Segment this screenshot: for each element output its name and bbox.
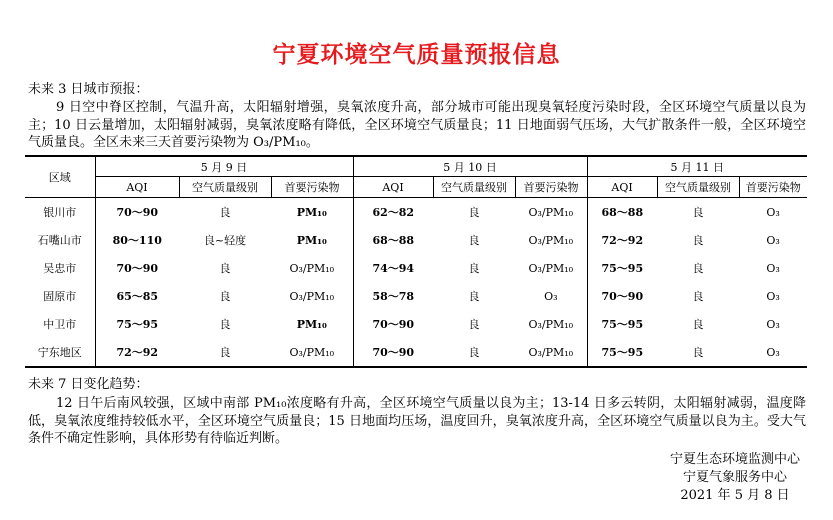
- table-row: [25, 310, 807, 338]
- pollutant-header: 首要污染物: [271, 177, 353, 198]
- level-header: 空气质量级别: [657, 177, 739, 198]
- table-row: [25, 254, 807, 282]
- date-header: 5 月 11 日: [587, 156, 807, 177]
- level-cell: 良: [692, 318, 704, 331]
- pollutant-cell: O₃/PM₁₀: [289, 261, 335, 275]
- pollutant-cell: O₃: [766, 205, 780, 219]
- pollutant-cell: O₃: [766, 289, 780, 303]
- page-title: 宁夏环境空气质量预报信息: [272, 41, 561, 68]
- level-cell: 良: [657, 338, 739, 367]
- area-cell: 固原市: [43, 290, 77, 303]
- aqi-cell: 70～90: [353, 338, 433, 367]
- aqi-cell: 75～95: [587, 310, 657, 338]
- level-cell: 良: [692, 234, 704, 247]
- pollutant-cell: PM₁₀: [296, 205, 327, 219]
- area-cell: 石嘴山市: [37, 234, 82, 247]
- pollutant-cell: PM₁₀: [296, 233, 327, 247]
- aqi-cell: 75～95: [587, 254, 657, 282]
- trend7-body: [28, 395, 806, 448]
- date-header: 5 月 9 日: [95, 156, 353, 177]
- level-cell: 良: [179, 338, 271, 367]
- level-cell: 良: [692, 290, 704, 303]
- pollutant-cell: O₃: [766, 317, 780, 331]
- table-row: [25, 198, 807, 227]
- forecast3-body: [28, 99, 806, 152]
- level-cell: 良: [468, 318, 480, 331]
- table-row: [25, 282, 807, 310]
- forecast3-body-text: 9 日空中脊区控制，气温升高，太阳辐射增强，臭氧浓度升高，部分城市可能出现臭氧轻度污染时段，全区环境空气质量以良为主；10 日云量增加，太阳辐射减弱，臭氧浓度略有降低，全区环境空气质量良；11 日地面弱气压场，大气扩散条件一般，全区环境空气质量良。全区未来三天首要污染物为 O₃/PM₁₀。: [28, 100, 806, 150]
- area-cell: 吴忠市: [43, 262, 77, 275]
- aqi-cell: 75～95: [587, 338, 657, 367]
- level-cell: 良: [692, 262, 704, 275]
- aqi-cell: 65～85: [95, 282, 179, 310]
- area-header: 区域: [25, 156, 95, 198]
- level-cell: 良: [219, 262, 231, 275]
- level-cell: 良: [219, 206, 231, 219]
- aqi-cell: 70～90: [95, 198, 179, 227]
- aqi-cell: 72～92: [587, 226, 657, 254]
- level-cell: 良: [692, 206, 704, 219]
- level-header: 空气质量级别: [179, 177, 271, 198]
- table-date-row: [25, 156, 807, 177]
- level-cell: 良: [468, 290, 480, 303]
- pollutant-cell: O₃/PM₁₀: [289, 289, 335, 303]
- pollutant-cell: PM₁₀: [296, 317, 327, 331]
- pollutant-cell: O₃/PM₁₀: [528, 205, 574, 219]
- pollutant-header: 首要污染物: [515, 177, 587, 198]
- level-header: 空气质量级别: [433, 177, 515, 198]
- aqi-header: AQI: [95, 177, 179, 198]
- pollutant-header: 首要污染物: [739, 177, 807, 198]
- pollutant-cell: O₃: [766, 261, 780, 275]
- table-subheader-row: [25, 177, 807, 198]
- signature-date: 2021 年 5 月 8 日: [680, 488, 790, 503]
- aqi-cell: 70～90: [353, 310, 433, 338]
- pollutant-cell: O₃/PM₁₀: [271, 338, 353, 367]
- aqi-cell: 70～90: [587, 282, 657, 310]
- pollutant-cell: O₃: [766, 233, 780, 247]
- level-cell: 良: [433, 338, 515, 367]
- aqi-header: AQI: [587, 177, 657, 198]
- pollutant-cell: O₃: [739, 338, 807, 367]
- pollutant-cell: O₃/PM₁₀: [515, 338, 587, 367]
- aqi-cell: 68～88: [587, 198, 657, 227]
- signature-org-1: 宁夏生态环境监测中心: [669, 452, 800, 467]
- aqi-cell: 62～82: [353, 198, 433, 227]
- signature-org-2: 宁夏气象服务中心: [682, 470, 787, 485]
- aqi-header: AQI: [353, 177, 433, 198]
- aqi-cell: 74～94: [353, 254, 433, 282]
- area-cell: 宁东地区: [25, 338, 95, 367]
- pollutant-cell: O₃/PM₁₀: [528, 317, 574, 331]
- level-cell: 良~轻度: [203, 234, 247, 247]
- level-cell: 良: [468, 262, 480, 275]
- table-row: [25, 226, 807, 254]
- aqi-cell: 80～110: [95, 226, 179, 254]
- date-header: 5 月 10 日: [353, 156, 587, 177]
- aqi-cell: 70～90: [95, 254, 179, 282]
- pollutant-cell: O₃/PM₁₀: [528, 233, 574, 247]
- trend7-body-text: 12 日午后南风较强，区域中南部 PM₁₀浓度略有升高，全区环境空气质量以良为主；13-14 日多云转阴，太阳辐射减弱，温度降低，臭氧浓度维持较低水平，全区环境空气质量良；15 日地面均压场，温度回升，臭氧浓度升高，全区环境空气质量以良为主。受大气条件不确定性影响，具体形势有待临近判断。: [28, 396, 806, 446]
- level-cell: 良: [219, 290, 231, 303]
- aqi-cell: 72～92: [95, 338, 179, 367]
- area-cell: 中卫市: [43, 318, 77, 331]
- air-quality-table: [25, 155, 807, 368]
- level-cell: 良: [468, 234, 480, 247]
- forecast3-heading: 未来 3 日城市预报：: [28, 82, 149, 97]
- level-cell: 良: [219, 318, 231, 331]
- area-cell: 银川市: [43, 206, 77, 219]
- trend7-heading: 未来 7 日变化趋势：: [28, 377, 149, 392]
- aqi-cell: 68～88: [353, 226, 433, 254]
- pollutant-cell: O₃: [544, 289, 558, 303]
- table-row: [25, 338, 807, 367]
- aqi-cell: 75～95: [95, 310, 179, 338]
- level-cell: 良: [468, 206, 480, 219]
- aqi-cell: 58～78: [353, 282, 433, 310]
- pollutant-cell: O₃/PM₁₀: [528, 261, 574, 275]
